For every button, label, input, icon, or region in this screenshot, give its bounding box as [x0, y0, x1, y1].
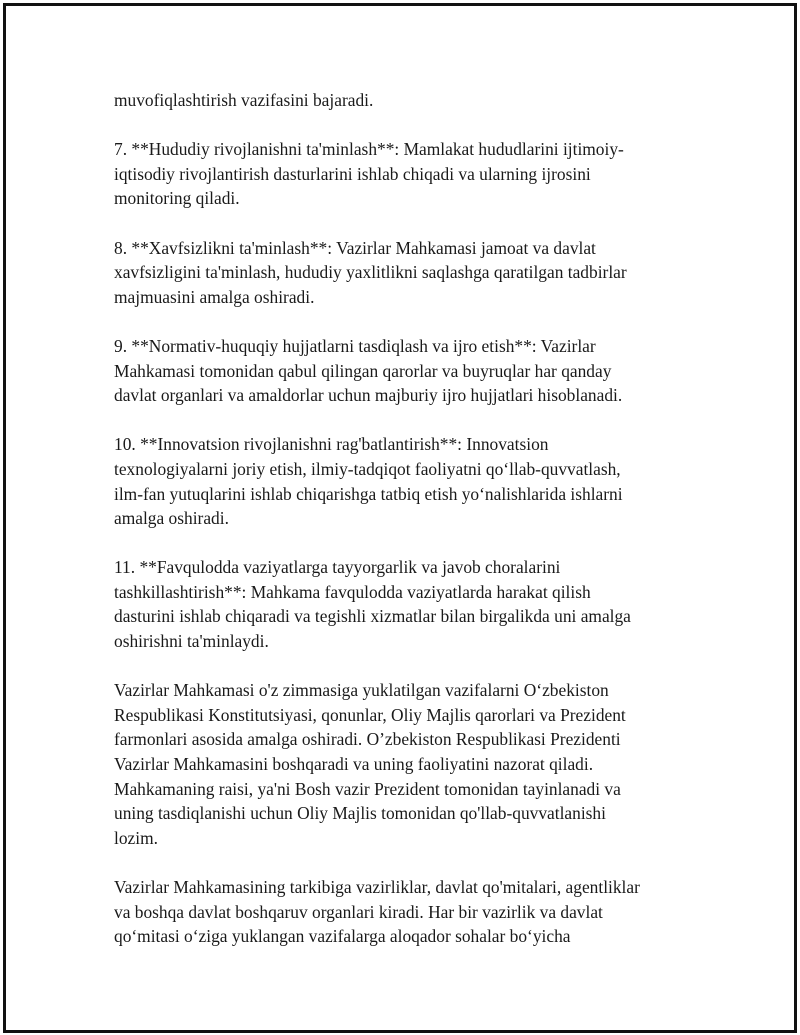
text-line: 10. **Innovatsion rivojlanishni rag'batlantirish**: Innovatsion	[114, 434, 549, 455]
text-line: tashkillashtirish**: Mahkama favqulodda vaziyatlarda harakat qilish	[114, 581, 591, 602]
text-line: Mahkamasi tomonidan qabul qilingan qarorlar va buyruqlar har qanday	[114, 360, 612, 381]
list-item-10	[114, 432, 684, 530]
document-body	[114, 88, 684, 973]
paragraph-composition	[114, 875, 684, 949]
text-line: oshirishni ta'minlaydi.	[114, 631, 269, 652]
text-line: uning tasdiqlanishi uchun Oliy Majlis tomonidan qo'llab-quvvatlanishi	[114, 803, 606, 824]
text-line: Vazirlar Mahkamasi o'z zimmasiga yuklatilgan vazifalarni O‘zbekiston	[114, 680, 609, 701]
text-line: xavfsizligini ta'minlash, hududiy yaxlitlikni saqlashga qaratilgan tadbirlar	[114, 262, 627, 283]
text-line: Vazirlar Mahkamasining tarkibiga vazirliklar, davlat qo'mitalari, agentliklar	[114, 877, 640, 897]
text-line: davlat organlari va amaldorlar uchun majburiy ijro hujjatlari hisoblanadi.	[114, 385, 623, 406]
text-line: amalga oshiradi.	[114, 508, 229, 529]
list-item-7	[114, 137, 684, 211]
text-line: Mahkamaning raisi, ya'ni Bosh vazir Prezident tomonidan tayinlanadi va	[114, 778, 621, 799]
text-line: 8. **Xavfsizlikni ta'minlash**: Vazirlar Mahkamasi jamoat va davlat	[114, 237, 596, 258]
text-line: majmuasini amalga oshiradi.	[114, 286, 315, 307]
text-line: lozim.	[114, 827, 158, 848]
list-item-9	[114, 334, 684, 408]
text-line: muvofiqlashtirish vazifasini bajaradi.	[114, 90, 374, 110]
paragraph-continuation	[114, 88, 684, 113]
text-line: farmonlari asosida amalga oshiradi. O’zbekiston Respublikasi Prezidenti	[114, 729, 621, 750]
text-line: Vazirlar Mahkamasini boshqaradi va uning faoliyatini nazorat qiladi.	[114, 754, 594, 775]
text-line: va boshqa davlat boshqaruv organlari kiradi. Har bir vazirlik va davlat	[114, 901, 603, 922]
text-line: texnologiyalarni joriy etish, ilmiy-tadqiqot faoliyatni qo‘llab-quvvatlash,	[114, 458, 621, 479]
text-line: qo‘mitasi o‘ziga yuklangan vazifalarga aloqador sohalar bo‘yicha	[114, 926, 571, 947]
text-line: Respublikasi Konstitutsiyasi, qonunlar, Oliy Majlis qarorlari va Prezident	[114, 704, 626, 725]
text-line: dasturini ishlab chiqaradi va tegishli xizmatlar bilan birgalikda uni amalga	[114, 606, 631, 627]
text-line: 9. **Normativ-huquqiy hujjatlarni tasdiqlash va ijro etish**: Vazirlar	[114, 335, 596, 356]
paragraph-governance	[114, 678, 684, 850]
list-item-8	[114, 236, 684, 310]
list-item-11	[114, 555, 684, 653]
text-line: monitoring qiladi.	[114, 188, 240, 209]
text-line: ilm-fan yutuqlarini ishlab chiqarishga tatbiq etish yo‘nalishlarida ishlarni	[114, 483, 623, 504]
text-line: iqtisodiy rivojlantirish dasturlarini ishlab chiqadi va ularning ijrosini	[114, 163, 591, 184]
text-line: 11. **Favqulodda vaziyatlarga tayyorgarlik va javob choralarini	[114, 557, 561, 578]
text-line: 7. **Hududiy rivojlanishni ta'minlash**: Mamlakat hududlarini ijtimoiy-	[114, 139, 624, 160]
